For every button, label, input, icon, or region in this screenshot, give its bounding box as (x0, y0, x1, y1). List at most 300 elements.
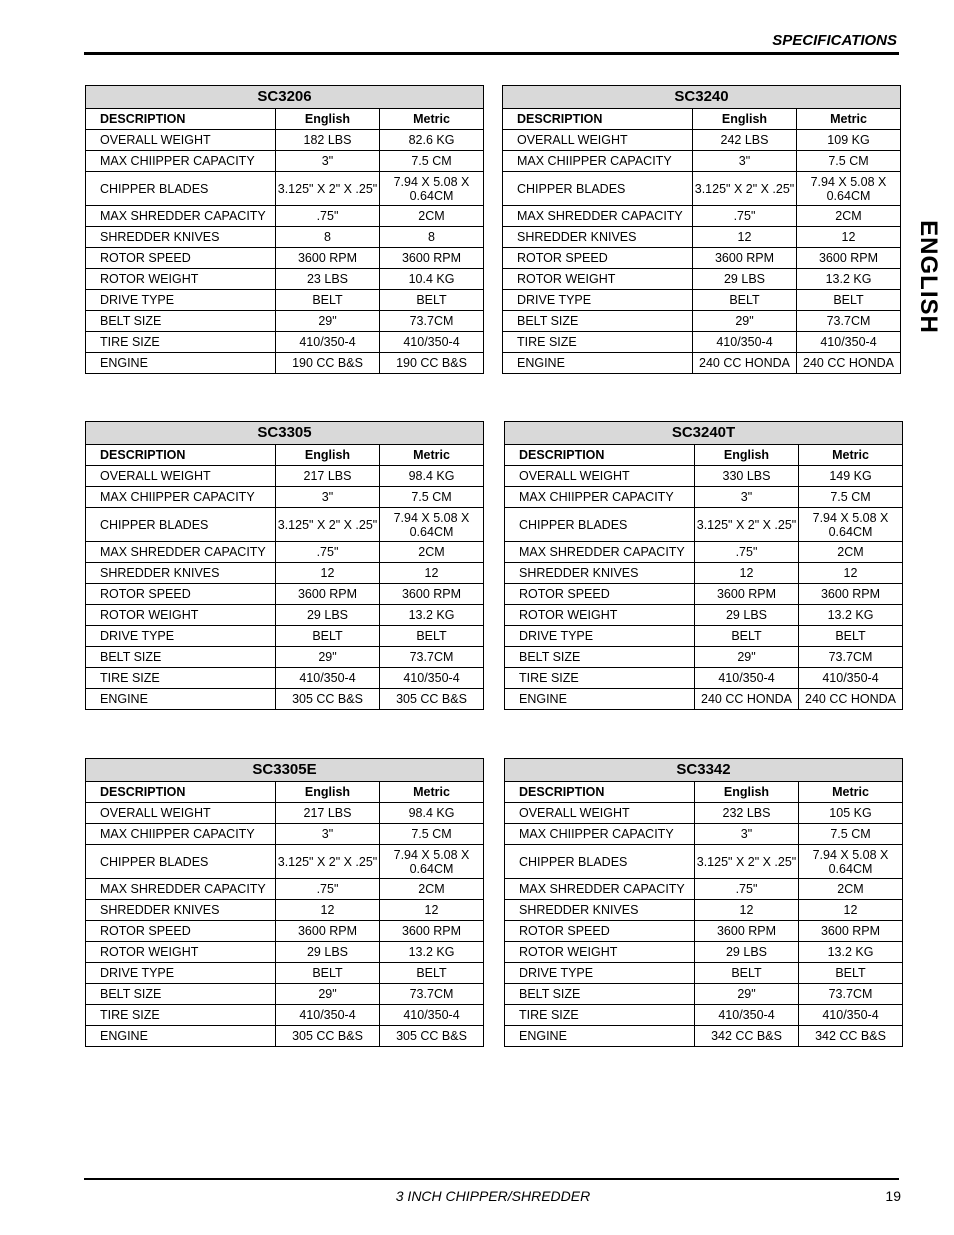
table-row (86, 803, 484, 824)
spec-english-value: 217 LBS (276, 803, 380, 824)
table-title-row (505, 759, 903, 782)
spec-english-value: 3600 RPM (695, 921, 799, 942)
spec-metric-value: 410/350-4 (799, 668, 903, 689)
header-divider (84, 52, 899, 55)
spec-description: OVERALL WEIGHT (86, 466, 276, 487)
table-row (505, 963, 903, 984)
spec-description: BELT SIZE (86, 984, 276, 1005)
spec-english-value: 410/350-4 (693, 332, 797, 353)
spec-english-value: 3.125" X 2" X .25" (276, 172, 380, 206)
table-row (86, 353, 484, 374)
spec-english-value: 410/350-4 (695, 1005, 799, 1026)
spec-metric-value: 149 KG (799, 466, 903, 487)
spec-metric-value: 7.94 X 5.08 X 0.64CM (380, 845, 484, 879)
model-name: SC3305 (86, 422, 484, 445)
spec-description: OVERALL WEIGHT (503, 130, 693, 151)
table-row (505, 921, 903, 942)
spec-metric-value: 12 (797, 227, 901, 248)
table-row (503, 332, 901, 353)
table-row (505, 508, 903, 542)
column-header-metric: Metric (380, 109, 484, 130)
spec-description: CHIPPER BLADES (86, 172, 276, 206)
spec-description: MAX CHIIPPER CAPACITY (86, 824, 276, 845)
spec-description: MAX SHREDDER CAPACITY (86, 206, 276, 227)
table-row (86, 668, 484, 689)
table-row (503, 151, 901, 172)
table-row (86, 466, 484, 487)
column-header-description: DESCRIPTION (503, 109, 693, 130)
spec-metric-value: 98.4 KG (380, 803, 484, 824)
table-row (86, 563, 484, 584)
table-title-row (86, 759, 484, 782)
spec-english-value: 29" (695, 647, 799, 668)
spec-metric-value: 240 CC HONDA (797, 353, 901, 374)
spec-english-value: 217 LBS (276, 466, 380, 487)
column-header-row (505, 445, 903, 466)
spec-metric-value: 10.4 KG (380, 269, 484, 290)
table-row (505, 647, 903, 668)
spec-english-value: 305 CC B&S (276, 1026, 380, 1047)
spec-description: DRIVE TYPE (505, 626, 695, 647)
spec-english-value: 3" (276, 824, 380, 845)
spec-description: MAX SHREDDER CAPACITY (86, 879, 276, 900)
table-row (505, 942, 903, 963)
spec-metric-value: 342 CC B&S (799, 1026, 903, 1047)
spec-description: ROTOR SPEED (505, 584, 695, 605)
spec-description: SHREDDER KNIVES (505, 563, 695, 584)
table-row (503, 130, 901, 151)
model-name: SC3206 (86, 86, 484, 109)
footer-title: 3 INCH CHIPPER/SHREDDER (395, 1188, 591, 1204)
table-row (86, 942, 484, 963)
spec-description: SHREDDER KNIVES (503, 227, 693, 248)
table-row (505, 803, 903, 824)
spec-metric-value: 13.2 KG (799, 942, 903, 963)
spec-description: TIRE SIZE (86, 668, 276, 689)
table-row (86, 130, 484, 151)
spec-english-value: 3600 RPM (276, 248, 380, 269)
spec-description: SHREDDER KNIVES (505, 900, 695, 921)
spec-english-value: 232 LBS (695, 803, 799, 824)
table-row (86, 921, 484, 942)
spec-english-value: 29" (693, 311, 797, 332)
spec-english-value: 242 LBS (693, 130, 797, 151)
spec-english-value: 12 (695, 900, 799, 921)
spec-metric-value: 12 (380, 563, 484, 584)
spec-metric-value: BELT (799, 626, 903, 647)
spec-english-value: BELT (276, 963, 380, 984)
spec-metric-value: BELT (380, 290, 484, 311)
spec-english-value: 8 (276, 227, 380, 248)
column-header-description: DESCRIPTION (86, 445, 276, 466)
spec-english-value: 3.125" X 2" X .25" (693, 172, 797, 206)
spec-english-value: BELT (695, 626, 799, 647)
spec-metric-value: 240 CC HONDA (799, 689, 903, 710)
spec-english-value: 12 (695, 563, 799, 584)
table-row (503, 269, 901, 290)
spec-description: DRIVE TYPE (505, 963, 695, 984)
spec-metric-value: 73.7CM (799, 984, 903, 1005)
spec-english-value: .75" (276, 879, 380, 900)
spec-description: ROTOR SPEED (86, 248, 276, 269)
spec-metric-value: 7.94 X 5.08 X 0.64CM (797, 172, 901, 206)
spec-description: ENGINE (86, 1026, 276, 1047)
spec-metric-value: 13.2 KG (799, 605, 903, 626)
spec-description: TIRE SIZE (505, 1005, 695, 1026)
table-row (503, 206, 901, 227)
spec-metric-value: BELT (797, 290, 901, 311)
table-row (86, 508, 484, 542)
spec-english-value: 29 LBS (695, 942, 799, 963)
spec-english-value: 410/350-4 (276, 1005, 380, 1026)
spec-english-value: 410/350-4 (276, 332, 380, 353)
table-row (503, 311, 901, 332)
table-row (505, 900, 903, 921)
spec-metric-value: 410/350-4 (380, 332, 484, 353)
spec-english-value: 3" (276, 487, 380, 508)
spec-english-value: 29" (276, 311, 380, 332)
spec-metric-value: 73.7CM (799, 647, 903, 668)
table-row (505, 879, 903, 900)
spec-description: TIRE SIZE (86, 332, 276, 353)
column-header-row (86, 109, 484, 130)
spec-metric-value: 2CM (380, 542, 484, 563)
spec-description: ROTOR WEIGHT (86, 269, 276, 290)
spec-english-value: 342 CC B&S (695, 1026, 799, 1047)
table-row (86, 487, 484, 508)
column-header-english: English (276, 782, 380, 803)
spec-description: BELT SIZE (505, 984, 695, 1005)
spec-metric-value: 105 KG (799, 803, 903, 824)
table-row (86, 290, 484, 311)
spec-english-value: BELT (693, 290, 797, 311)
spec-english-value: 182 LBS (276, 130, 380, 151)
spec-english-value: .75" (276, 542, 380, 563)
spec-description: ENGINE (505, 1026, 695, 1047)
table-row (505, 984, 903, 1005)
table-title-row (86, 86, 484, 109)
spec-description: ROTOR SPEED (86, 921, 276, 942)
spec-english-value: 190 CC B&S (276, 353, 380, 374)
table-row (505, 487, 903, 508)
spec-description: ENGINE (86, 353, 276, 374)
spec-table-sc3342 (504, 758, 903, 1047)
column-header-metric: Metric (799, 445, 903, 466)
model-name: SC3305E (86, 759, 484, 782)
column-header-row (86, 445, 484, 466)
spec-english-value: 410/350-4 (276, 668, 380, 689)
spec-english-value: 3.125" X 2" X .25" (695, 845, 799, 879)
spec-english-value: 12 (276, 900, 380, 921)
spec-english-value: 3.125" X 2" X .25" (276, 508, 380, 542)
spec-description: CHIPPER BLADES (505, 508, 695, 542)
spec-metric-value: 73.7CM (380, 984, 484, 1005)
spec-description: BELT SIZE (505, 647, 695, 668)
table-row (505, 845, 903, 879)
spec-description: MAX SHREDDER CAPACITY (503, 206, 693, 227)
table-row (86, 172, 484, 206)
spec-metric-value: 109 KG (797, 130, 901, 151)
spec-description: ROTOR WEIGHT (503, 269, 693, 290)
spec-metric-value: 73.7CM (380, 311, 484, 332)
spec-english-value: 240 CC HONDA (695, 689, 799, 710)
table-row (86, 332, 484, 353)
table-row (86, 311, 484, 332)
spec-metric-value: 2CM (797, 206, 901, 227)
spec-metric-value: 2CM (380, 206, 484, 227)
spec-description: CHIPPER BLADES (505, 845, 695, 879)
spec-english-value: 3.125" X 2" X .25" (276, 845, 380, 879)
spec-english-value: .75" (695, 542, 799, 563)
table-row (86, 227, 484, 248)
spec-metric-value: 7.5 CM (380, 487, 484, 508)
table-row (503, 290, 901, 311)
column-header-description: DESCRIPTION (86, 782, 276, 803)
spec-metric-value: 7.5 CM (799, 824, 903, 845)
spec-description: DRIVE TYPE (503, 290, 693, 311)
spec-description: TIRE SIZE (505, 668, 695, 689)
spec-table-sc3206 (85, 85, 484, 374)
spec-english-value: 12 (693, 227, 797, 248)
table-row (505, 466, 903, 487)
table-row (503, 227, 901, 248)
spec-description: SHREDDER KNIVES (86, 227, 276, 248)
table-row (86, 963, 484, 984)
table-row (86, 626, 484, 647)
table-row (505, 668, 903, 689)
column-header-metric: Metric (380, 782, 484, 803)
table-row (503, 248, 901, 269)
spec-description: TIRE SIZE (503, 332, 693, 353)
spec-description: CHIPPER BLADES (86, 845, 276, 879)
table-row (505, 584, 903, 605)
column-header-metric: Metric (799, 782, 903, 803)
table-row (505, 1026, 903, 1047)
spec-metric-value: 7.5 CM (797, 151, 901, 172)
spec-description: ROTOR WEIGHT (505, 605, 695, 626)
spec-table-sc3305e (85, 758, 484, 1047)
spec-metric-value: 410/350-4 (380, 1005, 484, 1026)
spec-description: SHREDDER KNIVES (86, 563, 276, 584)
table-row (505, 605, 903, 626)
spec-description: DRIVE TYPE (86, 290, 276, 311)
spec-description: BELT SIZE (86, 647, 276, 668)
table-row (505, 626, 903, 647)
column-header-english: English (695, 782, 799, 803)
spec-metric-value: 7.5 CM (799, 487, 903, 508)
spec-english-value: 29" (695, 984, 799, 1005)
table-title-row (503, 86, 901, 109)
spec-description: ROTOR SPEED (86, 584, 276, 605)
spec-description: TIRE SIZE (86, 1005, 276, 1026)
spec-description: OVERALL WEIGHT (86, 803, 276, 824)
spec-english-value: 410/350-4 (695, 668, 799, 689)
spec-metric-value: 12 (380, 900, 484, 921)
spec-metric-value: 8 (380, 227, 484, 248)
spec-english-value: .75" (693, 206, 797, 227)
spec-english-value: 3600 RPM (695, 584, 799, 605)
spec-metric-value: 7.94 X 5.08 X 0.64CM (799, 508, 903, 542)
spec-description: MAX SHREDDER CAPACITY (505, 879, 695, 900)
spec-description: MAX CHIIPPER CAPACITY (86, 151, 276, 172)
column-header-row (503, 109, 901, 130)
column-header-english: English (693, 109, 797, 130)
spec-english-value: 12 (276, 563, 380, 584)
spec-description: DRIVE TYPE (86, 626, 276, 647)
spec-english-value: 23 LBS (276, 269, 380, 290)
spec-english-value: 3" (276, 151, 380, 172)
table-row (86, 1026, 484, 1047)
column-header-english: English (276, 109, 380, 130)
column-header-description: DESCRIPTION (505, 782, 695, 803)
table-row (86, 900, 484, 921)
column-header-metric: Metric (380, 445, 484, 466)
table-row (86, 1005, 484, 1026)
spec-description: MAX SHREDDER CAPACITY (86, 542, 276, 563)
column-header-row (505, 782, 903, 803)
spec-metric-value: 13.2 KG (797, 269, 901, 290)
spec-table-sc3240t (504, 421, 903, 710)
spec-metric-value: 73.7CM (380, 647, 484, 668)
spec-description: MAX SHREDDER CAPACITY (505, 542, 695, 563)
spec-english-value: 29" (276, 647, 380, 668)
table-row (86, 206, 484, 227)
spec-description: BELT SIZE (503, 311, 693, 332)
footer-divider (84, 1178, 899, 1180)
spec-description: MAX CHIIPPER CAPACITY (86, 487, 276, 508)
spec-description: ROTOR WEIGHT (505, 942, 695, 963)
table-row (86, 248, 484, 269)
spec-english-value: 29 LBS (276, 942, 380, 963)
table-row (505, 1005, 903, 1026)
spec-description: ENGINE (505, 689, 695, 710)
spec-metric-value: 12 (799, 900, 903, 921)
model-name: SC3240T (505, 422, 903, 445)
page-number: 19 (885, 1188, 901, 1204)
language-label: ENGLISH (915, 220, 942, 334)
spec-metric-value: BELT (799, 963, 903, 984)
spec-english-value: 3600 RPM (276, 584, 380, 605)
spec-english-value: 330 LBS (695, 466, 799, 487)
spec-metric-value: 7.94 X 5.08 X 0.64CM (380, 508, 484, 542)
table-row (86, 542, 484, 563)
table-row (86, 824, 484, 845)
spec-description: BELT SIZE (86, 311, 276, 332)
spec-metric-value: 7.5 CM (380, 824, 484, 845)
table-row (86, 269, 484, 290)
spec-metric-value: 410/350-4 (799, 1005, 903, 1026)
table-row (86, 879, 484, 900)
spec-description: CHIPPER BLADES (86, 508, 276, 542)
spec-description: MAX CHIIPPER CAPACITY (503, 151, 693, 172)
spec-metric-value: 3600 RPM (380, 921, 484, 942)
spec-metric-value: 2CM (380, 879, 484, 900)
spec-english-value: 29 LBS (693, 269, 797, 290)
spec-description: ROTOR WEIGHT (86, 942, 276, 963)
spec-description: OVERALL WEIGHT (505, 466, 695, 487)
spec-english-value: 29" (276, 984, 380, 1005)
spec-english-value: 3.125" X 2" X .25" (695, 508, 799, 542)
spec-metric-value: 73.7CM (797, 311, 901, 332)
spec-english-value: BELT (276, 290, 380, 311)
spec-table-sc3305 (85, 421, 484, 710)
spec-description: DRIVE TYPE (86, 963, 276, 984)
spec-metric-value: BELT (380, 626, 484, 647)
spec-english-value: .75" (695, 879, 799, 900)
table-row (86, 845, 484, 879)
spec-description: ROTOR SPEED (503, 248, 693, 269)
table-row (505, 824, 903, 845)
spec-metric-value: 190 CC B&S (380, 353, 484, 374)
spec-english-value: BELT (276, 626, 380, 647)
spec-metric-value: 3600 RPM (380, 584, 484, 605)
spec-metric-value: 12 (799, 563, 903, 584)
spec-english-value: 29 LBS (695, 605, 799, 626)
spec-metric-value: 2CM (799, 542, 903, 563)
spec-metric-value: 82.6 KG (380, 130, 484, 151)
spec-metric-value: 410/350-4 (380, 668, 484, 689)
column-header-description: DESCRIPTION (505, 445, 695, 466)
spec-metric-value: 13.2 KG (380, 605, 484, 626)
spec-metric-value: 3600 RPM (799, 584, 903, 605)
table-row (505, 563, 903, 584)
spec-metric-value: 305 CC B&S (380, 689, 484, 710)
spec-english-value: 3" (695, 824, 799, 845)
spec-english-value: 3600 RPM (693, 248, 797, 269)
spec-description: ROTOR SPEED (505, 921, 695, 942)
spec-english-value: 29 LBS (276, 605, 380, 626)
spec-english-value: BELT (695, 963, 799, 984)
table-row (86, 605, 484, 626)
spec-description: CHIPPER BLADES (503, 172, 693, 206)
model-name: SC3342 (505, 759, 903, 782)
spec-metric-value: 13.2 KG (380, 942, 484, 963)
spec-metric-value: BELT (380, 963, 484, 984)
spec-metric-value: 7.5 CM (380, 151, 484, 172)
table-row (86, 984, 484, 1005)
spec-english-value: .75" (276, 206, 380, 227)
column-header-description: DESCRIPTION (86, 109, 276, 130)
spec-description: ENGINE (503, 353, 693, 374)
language-side-tab (906, 222, 950, 332)
spec-metric-value: 98.4 KG (380, 466, 484, 487)
table-row (505, 689, 903, 710)
spec-metric-value: 2CM (799, 879, 903, 900)
spec-description: ENGINE (86, 689, 276, 710)
table-title-row (505, 422, 903, 445)
spec-description: ROTOR WEIGHT (86, 605, 276, 626)
table-row (503, 353, 901, 374)
spec-metric-value: 305 CC B&S (380, 1026, 484, 1047)
spec-description: OVERALL WEIGHT (86, 130, 276, 151)
spec-description: SHREDDER KNIVES (86, 900, 276, 921)
column-header-metric: Metric (797, 109, 901, 130)
column-header-english: English (695, 445, 799, 466)
spec-description: OVERALL WEIGHT (505, 803, 695, 824)
spec-metric-value: 410/350-4 (797, 332, 901, 353)
spec-english-value: 240 CC HONDA (693, 353, 797, 374)
spec-table-sc3240 (502, 85, 901, 374)
column-header-english: English (276, 445, 380, 466)
spec-english-value: 3" (695, 487, 799, 508)
table-row (86, 689, 484, 710)
spec-metric-value: 3600 RPM (799, 921, 903, 942)
table-row (505, 542, 903, 563)
table-row (86, 151, 484, 172)
table-title-row (86, 422, 484, 445)
model-name: SC3240 (503, 86, 901, 109)
page-header-title: SPECIFICATIONS (772, 32, 897, 49)
